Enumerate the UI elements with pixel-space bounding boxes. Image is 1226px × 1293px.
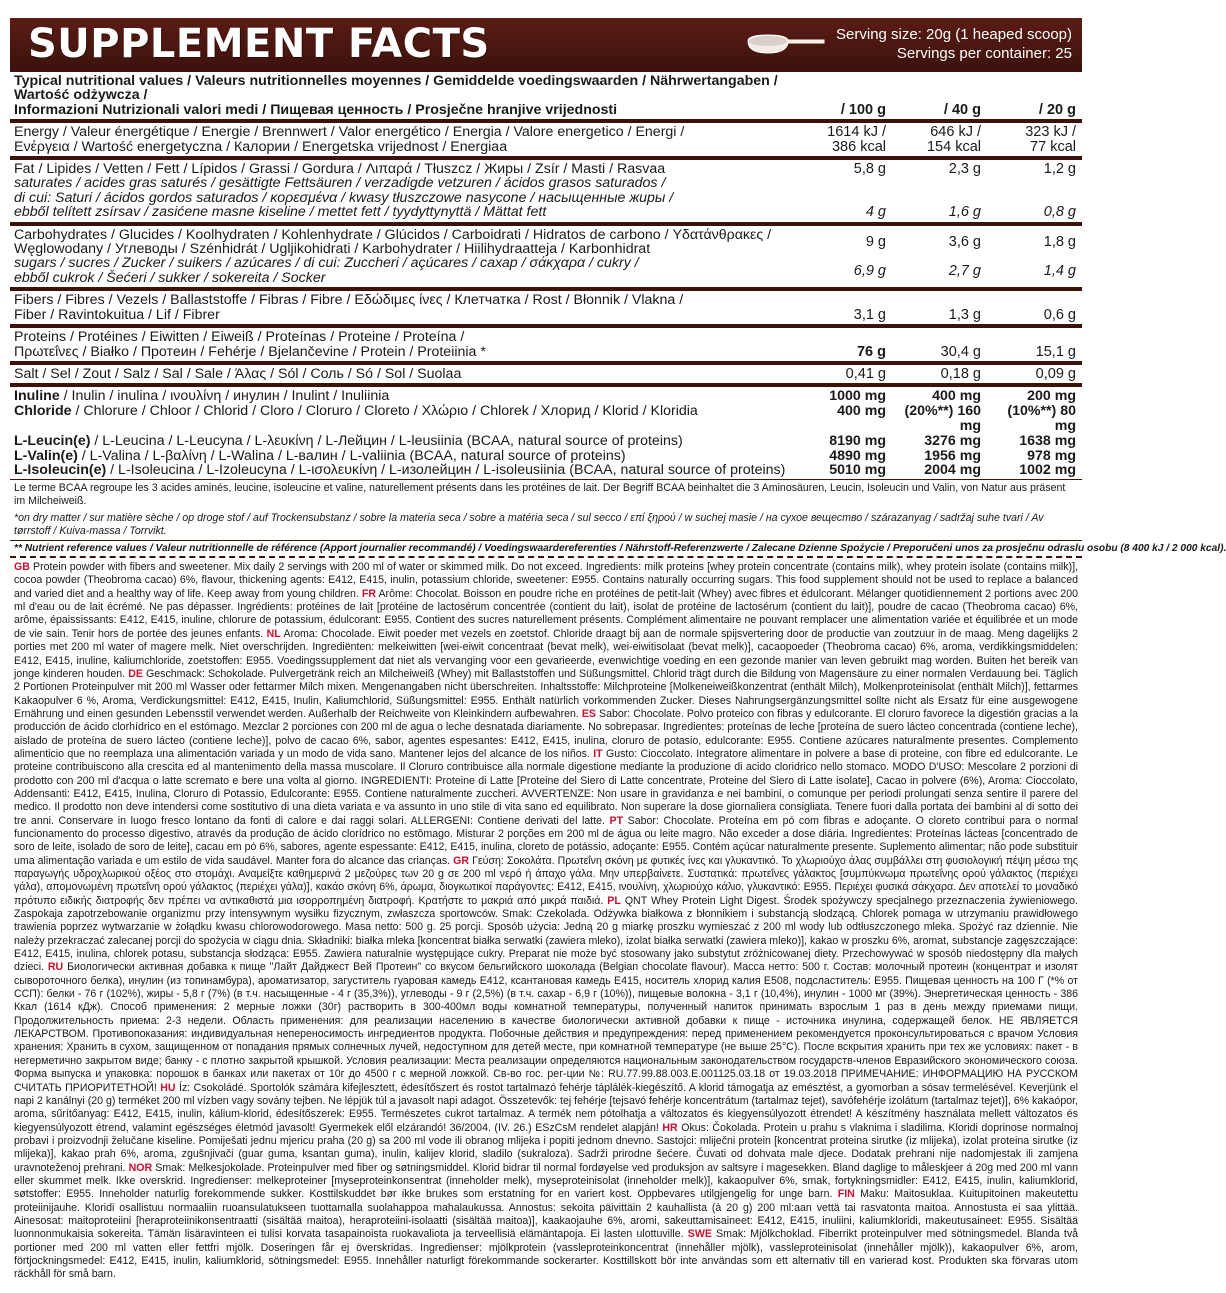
proteins-label: Proteins / Protéines / Eiwitten / Eiweiß / Proteínas / Proteine / Proteína / xyxy=(14,329,465,346)
carbs-40: 3,6 g xyxy=(948,233,981,250)
chloride-20: (10%**) 80 mg xyxy=(1007,403,1076,434)
dry-matter-note: *on dry matter / sur matière sèche / op droge stof / auf Trockensubstanz / sobre la materia seca / sobre a matéria seca / sul secco / επί ξηρού / w suchej masie / на сухое вещество / szárazanyag / sadržaj suhe tvari / Av tørrstoff / Kuiva-massa / Torrvikt. xyxy=(10,510,1082,541)
inuline-rest: / Inulin / inulina / ινουλίνη / инулин / Inulint / Inuliinia xyxy=(59,388,390,405)
lang-text-it: Gusto: Cioccolato. Integratore alimentare in polvere a base di proteine, con fibre ed edulcorante. Le proteine contribuiscono alla crescita ed al mantenimento della massa muscolare. Il Cloruro contribuisce alla normale digestione mediante la produzione di acido cloridrico nello stomaco. MODO D'USO: Mescolare 2 porzioni di prodotto con 200 ml d'acqua o latte scremato e bere una volta al giorno. INGREDIENTI: Proteine di Latte [Proteine del Siero di Latte concentrate, Proteine del Siero di Latte isolate], Cacao in polvere (6%), Aroma: Cioccolato, Addensanti: E412, E415, Inulina, Cloruro di Potassio, Edulcorante: E955. Contiene naturalmente zuccheri. AVVERTENZE: Non usare in gravidanza e nei bambini, o comunque per periodi prolungati senza sentire il parere del medico. Il prodotto non deve intendersi come sostitutivo di una dieta variata e va assunto in uno stile di vita sano ed equilibrato. Non superare la dose giornaliera consigliata. Tenere fuori dalla portata dei bambini al di sotto dei tre anni. Conservare in luogo fresco lontano da fonti di calore e dai raggi solari. ALLERGENI: Contiene derivati del latte. xyxy=(14,747,1078,827)
lang-text-pl: QNT Whey Protein Light Digest. Środek spożywczy specjalnego przeznaczenia żywieniowego. Zaspokaja zapotrzebowanie organizmu przy intensywnym wysiłku fizycznym, zwłaszcza sportowców. Smak: Czekolada. Odżywka białkowa z błonnikiem i substancją słodzącą. Chlorek pomaga w utrzymaniu prawidłowego trawienia poprzez wytwarzanie w żołądku kwasu chlorowodorowego. Masa netto: 500 g. 25 porcji. Sposób użycia: Jedną 20 g miarkę proszku wymieszać z 200 ml wody lub odtłuszczonego mleka. Spożyć raz dziennie. Nie należy przekraczać zalecanej porcji do spożycia w ciągu dnia. Składniki: białka mleka [koncentrat białka serwatki (zawiera mleko), izolat białka serwatki (zawiera mleko)], kakao w proszku 6%, aromat, substancje zagęszczające: E412, E415, inulina, chlorek potasu, substancja słodząca: E955. Zawiera naturalnie występujące cukry. Preparat nie może być stosowany jako substytut zróżnicowanej diety. Przechowywać w sposób niedostępny dla małych dzieci. xyxy=(14,894,1078,974)
fibers-40: 1,3 g xyxy=(948,306,981,323)
sat-40: 1,6 g xyxy=(948,204,981,221)
proteins-40: 30,4 g xyxy=(940,343,981,360)
salt-row xyxy=(10,365,1082,387)
lang-text-hu: Íz: Csokoládé. Sportolók számára kifejlesztett, édesítőszert és rostot tartalmazó fehérje táplálék-kiegészítő. A klorid támogatja az emésztést, a gyomorban a sósav termelésével. Keverjünk el napi 2 kanálnyi (20 g) terméket 200 ml vízben vagy sovány tejben. Ne lépjük túl a javasolt napi adagot. Összetevők: tej fehérje [tejsavó fehérje koncentrátum (tartalmaz tejet), savófehérje izolátum (tartalmaz tejet)], 6% kakaópor, aroma, sűrítőanyag: E412, E415, inulin, kálium-klorid, édesítőszerek: E955. Természetes cukrot tartalmaz. A termék nem pótolhatja a változatos és kiegyensúlyozott étrendet! A készítmény használata mellett változatos és kiegyensúlyozott étrend, valamint egészséges életmód javasolt! Gyermekek elől elzárandó! 36/2004. (IV. 26.) ESzCsM rendelet alapján! xyxy=(14,1081,1078,1134)
carbs-label-2: Węglowodany / Углеводы / Szénhidrát / Ugljikohidrati / Karbohydrater / Hiilihydraatteja / Karbonhidrat xyxy=(14,241,651,258)
fibers-label: Fibers / Fibres / Vezels / Ballaststoffe / Fibras / Fibre / Εδώδιμες ίνες / Клетчатка / Rost / Błonnik / Vlakna / xyxy=(14,292,684,309)
fibers-row xyxy=(10,291,1082,328)
lang-text-gb: Protein powder with fibers and sweetener. Mix daily 2 servings with 200 ml of water or skimmed milk. Do not exceed. Ingredients: milk proteins [whey protein concentrate (contains milk), whey protein isolate (contains milk)], cocoa powder (Theobroma cacao) 6%, flavour, thickening agents: E412, E415, inulin, potassium chloride, sweetener: E955. Contains naturally occurring sugars. This food supplement should not be used to replace a balanced and varied diet and a healthy way of life. Keep away from young children. xyxy=(14,561,1078,600)
inuline-40: 400 mg xyxy=(932,388,981,405)
lang-code-gr: GR xyxy=(453,854,470,867)
inuline-100: 1000 mg xyxy=(829,388,886,405)
fat-label: Fat / Lipides / Vetten / Fett / Lípidos / Grassi / Gordura / Λιπαρά / Tłuszcz / Жиры / Zsír / Masti / Rasvaa xyxy=(14,161,666,178)
scoop-icon xyxy=(746,31,826,57)
salt-20: 0,09 g xyxy=(1035,365,1076,382)
carbohydrates-row xyxy=(10,226,1082,292)
lang-code-fr: FR xyxy=(361,587,376,600)
lang-code-swe: SWE xyxy=(687,1228,712,1241)
lang-text-ru: Биологически активная добавка к пище "Лайт Дайджест Вей Протеин" со вкусом бельгийского шоколада (Belgian chocolate flavour). Масса нетто: 500 г. Состав: молочный протеин (концентрат и изолят сывороточного белка), инулин (из топинамбура), ароматизатор, загуститель гуаровая камедь E412, ксантановая камедь E415, носитель хлорид калия E508, подсластитель: E955. Пищевая ценность на 100 Г (*% от ССП): белки - 76 г (102%), жиры - 5,8 г (7%) (в т.ч. насыщенные - 4 г (35,3%)), углеводы - 9 г (2,5%) (в т.ч. сахар - 6,9 г (10%)), пищевые волокна - 3,1 г (10,4%), инулин - 1000 мг (39%). Энергетическая ценность - 386 Ккал (1614 кДж). Способ применения: 2 мерные ложки (30г) растворить в 300-400мл воды комнатной температуры, полученный напиток принимать взрослым 1 раз в день между приемами пищи. Продолжительность приема: 2-3 недели. Область применения: для реализации населению в качестве биологически активной добавки к пище - источника инулина, содержащей белок. НЕ ЯВЛЯЕТСЯ ЛЕКАРСТВОМ. Противопоказания: индивидуальная непереносимость ингредиентов продукта. Побочные действия и предупреждения: перед применением рекомендуется проконсультироваться с врачом Условия хранения: Хранить в сухом, защищенном от попадания прямых солнечных лучей, недоступном для детей месте, при комнатной температуре (не выше 25°С). После вскрытия хранить при тех же условиях: пакет - в негерметично закрытом виде; банку - с плотно закрытой крышкой. Условия реализации: Места реализации определяются национальным законодательством государств-членов Евразийского экономического союза. Форма выпуска и упаковка: порошок в банках или пакетах от 10г до 4500 г с мерной ложкой. Св-во гос. рег-ции №: RU.77.99.88.003.E.001125.03.18 от 19.03.2018 ПРИМЕЧАНИЕ: ИНФОРМАЦИЮ НА РУССКОМ СЧИТАТЬ ПРИОРИТЕТНОЙ! xyxy=(14,961,1078,1094)
lang-code-hr: HR xyxy=(662,1121,678,1134)
salt-100: 0,41 g xyxy=(845,365,886,382)
chloride-name: Chloride xyxy=(14,403,72,420)
isoleucine-rest: / L-Isoleucina / L-Izoleucyna / L-ισολευκίνη / L-изолейцин / L-isoleusiinia (BCAA, natural source of proteins) xyxy=(106,462,786,479)
isoleucine-row xyxy=(10,463,1082,478)
lang-text-pt: Sabor: Chocolate. Proteína em pó com fibras e adoçante. O cloreto contribui para o normal funcionamento do processo digestivo, através da produção de ácido clorídrico no estômago. Misturar 2 porções em 200 ml de água ou leite magro. Não exceder a dose diária. Ingredientes: Proteínas lácteas [concentrado de soro de leite, isolado de soro de leite], cacau em pó 6%, sabores, agente espessante: E412, E415, inulina, cloreto de potássio, adoçante: E955. Contém açúcar naturalmente presente. Suplemento alimentar; não pode substituir uma alimentação variada e um estilo de vida saudável. Manter fora do alcance das crianças. xyxy=(14,814,1078,867)
lang-code-nor: NOR xyxy=(128,1161,153,1174)
serving-info xyxy=(746,25,1082,63)
table-header-row xyxy=(10,72,1082,123)
fibers-20: 0,6 g xyxy=(1043,306,1076,323)
sat-20: 0,8 g xyxy=(1043,204,1076,221)
lang-text-hr: Okus: Čokolada. Protein u prahu s vlaknima i sladilima. Kloridi doprinose normalnoj probavi i proizvodnji želučane kiseline. Pomiješati jednu mjericu praha (20 g) sa 200 ml vode ili obranog mlijeka i popiti jednom dnevno. Sastojci: mliječni protein [koncentrat proteina sirutke (iz mlijeka), izolat proteina sirutke (iz mlijeka)], kakao prah 6%, aroma, zgušnjivači (guar guma, ksantan guma), inulin, kalijev klorid, sladilo (sukraloza). Sadrži prirodne šećere. Čuvati od dohvata male djece. Dodatak prehrani nije nadomjestak ili zamjena uravnoteženoj prehrani. xyxy=(14,1121,1078,1174)
sugars-20: 1,4 g xyxy=(1043,262,1076,279)
inuline-name: Inuline xyxy=(14,388,60,405)
proteins-label-2: Πρωτεΐνες / Białko / Протеин / Fehérje / Bjelančevine / Protein / Proteiinia * xyxy=(14,343,486,360)
lang-text-fin: Maku: Maitosuklaa. Kuitupitoinen makeutettu proteiinijauhe. Kloridi osallistuu normaaliin ruoansulatukseen tuottamalla suolahappoa mahalaukussa. Annostus: sekoita päivittäin 2 kauhallista (à 20 g) 200 ml:aan vettä tai rasvatonta maitoa. Annostusta ei saa ylittää. Ainesosat: maitoproteiini [heraproteiinikonsentraatti (sisältää maitoa), heraproteiini-isolaatti (sisältää maitoa)], kaakaojauhe 6%, aromi, sakeuttamisaineet: E412, E415, inuliini, kaliumkloridi, makeutusaineet: E955. Sisältää luonnonmukaisia sokereita. Tämän lisäravinteen ei tulisi korvata tasapainoista ruokavaliota ja terveellisiä elämäntapoja. Ei lasten ulottuville. xyxy=(14,1188,1078,1241)
minerals-block xyxy=(10,387,1082,480)
lang-code-gb: GB xyxy=(14,561,30,574)
energy-label: Energy / Valeur énergétique / Energie / Brennwert / Valor energético / Energia / Valore energetico / Energi / xyxy=(14,124,685,141)
chloride-100: 400 mg xyxy=(837,403,886,420)
header-bar xyxy=(10,18,1082,70)
lang-code-es: ES xyxy=(581,707,596,720)
inuline-row xyxy=(10,389,1082,404)
supplement-facts-label xyxy=(10,18,1226,1293)
chloride-rest: / Chlorure / Chloor / Chlorid / Cloro / Cloruro / Cloreto / Χλώριο / Chlorek / Хлорид / Klorid / Kloridia xyxy=(71,403,698,420)
servings-per-container: Servings per container: 25 xyxy=(896,45,1072,62)
col-40g: / 40 g xyxy=(943,101,981,118)
energy-row xyxy=(10,123,1082,160)
header-line-2: Informazioni Nutrizionali valori medi / Пищевая ценность / Prosječne hranjive vrijednosti xyxy=(14,101,618,118)
lang-code-nl: NL xyxy=(266,627,281,640)
isoleucine-100: 5010 mg xyxy=(829,462,886,479)
leucine-rest: / L-Leucina / L-Leucyna / L-λευκίνη / L-Лейцин / L-leusiinia (BCAA, natural source of proteins) xyxy=(90,432,683,449)
lang-code-it: IT xyxy=(593,747,603,760)
fibers-100: 3,1 g xyxy=(853,306,886,323)
energy-label-2: Ενέργεια / Wartość energetyczna / Калории / Energetska vrijednost / Energiaa xyxy=(14,138,508,155)
lang-text-swe: Smak: Mjölkchoklad. Fiberrikt proteinpulver med sötningsmedel. Blanda två portioner med 200 ml vatten eller fettfri mjölk. Doseringen får ej överskridas. Ingredienser: mjölkprotein (vassleproteinkoncentrat (innehåller mjölk), vassleproteinisolat (innehåller mjölk)), kakaopulver 6%, arom, förtjockningsmedel: E412, E415, inulin, kaliumklorid, sötningsmedel: E955. Innehåller naturligt förekommande sockerarter. Kosttillskott bör inte användas som ett alternativ till en varierad kost. Produkten ska förvaras utom räckhåll för små barn. xyxy=(14,1228,1079,1281)
proteins-20: 15,1 g xyxy=(1035,343,1076,360)
sugars-40: 2,7 g xyxy=(948,262,981,279)
energy-kcal-40: 154 kcal xyxy=(926,138,981,155)
isoleucine-20: 1002 mg xyxy=(1019,462,1076,479)
fat-row xyxy=(10,160,1082,226)
sat-100: 4 g xyxy=(865,204,886,221)
lang-code-pt: PT xyxy=(609,814,624,827)
valine-name: L-Valin(e) xyxy=(14,447,78,464)
lang-text-gr: Γεύση: Σοκολάτα. Πρωτεΐνη σκόνη με φυτικές ίνες και γλυκαντικό. Το χλωριούχο άλας συμβάλλει στη φυσιολογική πέψη μέσω της παραγωγής υδροχλωρικού οξέος στο στομάχι. Αναμείξτε καθημερινά 2 μεζούρες των 20 g σε 200 ml νερό ή άπαχο γάλα. Μην υπερβαίνετε. Συστατικά: πρωτεΐνες γάλακτος [συμπύκνωμα πρωτεΐνης ορού γάλακτος (περιέχει γάλα), απομονωμένη πρωτεΐνη ορού γάλακτος (περιέχει γάλα)], κακάο σκόνη 6%, άρωμα, διογκωτικοί παράγοντες: E412, E415, ινουλίνη, χλωριούχο κάλιο, γλυκαντικό: E955. Περιέχει φυσικά σάκχαρα. Δεν αποτελεί το μοναδικό πρότυπο ειδικής διατροφής δεν πρέπει να αντικαθιστά μια ισορροπημένη διατροφή. Κρατήστε το μακριά από μικρά παιδιά. xyxy=(14,854,1079,907)
valine-20: 978 mg xyxy=(1027,447,1076,464)
serving-size: Serving size: 20g (1 heaped scoop) xyxy=(836,26,1072,43)
lang-text-de: Geschmack: Schokolade. Pulvergetränk reich an Milcheiweiß (Whey) mit Ballaststoffen und Süßungsmittel. Chlorid trägt durch die Bildung von Magensäure zu einer normalen Verdauung bei. Täglich 2 Portionen Proteinpulver mit 200 ml Wasser oder fettarmer Milch mixen. Mengenangaben nicht überschreiten. Inhaltsstoffe: Milchproteine [Molkeneiweißkonzentrat (enthält Milch), Molkenproteinisolat (enthält Milch)], fettarmes Kakaopulver 6 %, Aroma, Verdickungsmittel: E412, E415, Inulin, Kaliumchlorid, Süßungsmittel: E955. Enthält natürlich vorkommenden Zucker. Dieses Nahrungsergänzungsmittel sollte nicht als Ersatz für eine ausgewogene Ernährung und einen gesunden Lebensstil verwendet werden. Außerhalb der Reichweite von Kleinkindern aufbewahren. xyxy=(14,667,1078,720)
lang-code-de: DE xyxy=(128,667,143,680)
isoleucine-name: L-Isoleucin(e) xyxy=(14,462,107,479)
leucine-row xyxy=(10,434,1082,449)
sugars-100: 6,9 g xyxy=(853,262,886,279)
multilingual-ingredients-text xyxy=(10,558,1082,1293)
carbs-100: 9 g xyxy=(865,233,886,250)
sugars-label-1: sugars / sucres / Zucker / suikers / azúcares / di cui: Zuccheri / açúcares / сахар / σάκχαρα / cukry / xyxy=(14,255,639,272)
saturates-label-2: di cui: Saturi / ácidos gordos saturados / κορεσμένα / kwasy tłuszczowe nasycone / насыщенные жиры / xyxy=(14,189,674,206)
valine-rest: / L-Valina / L-βαλίνη / L-Walina / L-валин / L-valiinia (BCAA, natural source of proteins) xyxy=(77,447,626,464)
energy-kj-20: 323 kJ / xyxy=(1025,124,1076,141)
bcaa-note: Le terme BCAA regroupe les 3 acides aminés, leucine, isoleucine et valine, naturellement présents dans les protéines de lait. Der Begriff BCAA beinhaltet die 3 Aminosäuren, Leucin, Isoleucin und Valin, von Natur aus präsent im Milcheiweiß. xyxy=(14,482,1066,508)
leucine-name: L-Leucin(e) xyxy=(14,432,91,449)
leucine-20: 1638 mg xyxy=(1019,432,1076,449)
energy-kj-100: 1614 kJ / xyxy=(827,124,886,141)
saturates-label-1: saturates / acides gras saturés / gesättigte Fettsäuren / verzadigde vetzuren / ácidos grasos saturados / xyxy=(14,175,666,192)
valine-100: 4890 mg xyxy=(829,447,886,464)
col-20g: / 20 g xyxy=(1038,101,1076,118)
valine-40: 1956 mg xyxy=(924,447,981,464)
nutrition-table xyxy=(10,70,1226,558)
lang-text-fr: Arôme: Chocolat. Boisson en poudre riche en protéines de petit-lait (Whey) avec fibres et édulcorant. Mélanger quotidiennement 2 portions avec 200 ml d'eau ou de lait écrémé. Ne pas dépasser. Ingrédients: protéines de lait [protéine de lactosérum concentrée (contient du lait), isolat de protéine de lactosérum (contient du lait)], poudre de cacao (Theobroma cacao) 6%, arôme, épaississants: E412, E415, inuline, chlorure de potassium, édulcorant: E955. Contient des sucres naturellement présents. Complément alimentaire ne pouvant remplacer une alimentation variée et équilibrée et un mode de vie sain. Tenir hors de portée des jeunes enfants. xyxy=(14,587,1078,640)
reference-values-note: ** Nutrient reference values / Valeur nutritionnelle de référence (Apport journalier recommandé) / Voedingswaardereferenties / Nährstoff-Referenzwerte / Zalecane Dzienne Spożycie / Preporučeni unos za prosječnu odraslu osobu (8 400 kJ / 2 000 kcal). xyxy=(10,541,1082,558)
col-100g: / 100 g xyxy=(840,101,886,118)
lang-code-hu: HU xyxy=(160,1081,176,1094)
fat-20: 1,2 g xyxy=(1043,161,1076,178)
lang-text-es: Sabor: Chocolate. Polvo proteico con fibras y edulcorante. El cloruro favorece la digestión gracias a la producción de ácido clorhídrico en el estómago. Mezclar 2 porciones con 200 ml de agua o leche desnatada diariamente. No sobrepasar. Ingredientes: proteínas de leche [proteína de suero lácteo concentrada (contiene leche), aislado de proteína de suero lácteo (contiene leche)], polvo de cacao 6%, sabor, agentes espesantes: E412, E415, inulina, cloruro de potasio, edulcorante: E955. Contiene azúcares naturalmente presentes. Complemento alimenticio que no reemplaza una alimentación variada y un modo de vida sano. Mantener lejos del alcance de los niños. xyxy=(14,707,1078,760)
lang-code-pl: PL xyxy=(607,894,621,907)
label-title: SUPPLEMENT FACTS xyxy=(28,21,490,67)
energy-kcal-20: 77 kcal xyxy=(1030,138,1076,155)
chloride-row xyxy=(10,404,1082,434)
valine-row xyxy=(10,449,1082,464)
fibers-label-2: Fiber / Ravintokuitua / Lif / Fibrer xyxy=(14,306,220,323)
carbs-20: 1,8 g xyxy=(1043,233,1076,250)
salt-40: 0,18 g xyxy=(940,365,981,382)
saturates-label-3: ebből telített zsírsav / zasićene masne kiseline / mettet fett / tyydyttynyttä / Mättat fett xyxy=(14,204,547,221)
chloride-40: (20%**) 160 mg xyxy=(904,403,981,434)
isoleucine-40: 2004 mg xyxy=(924,462,981,479)
sugars-label-2: ebből cukrok / Šećeri / sukker / sokereita / Socker xyxy=(14,269,326,286)
lang-text-nor: Smak: Melkesjokolade. Proteinpulver med fiber og søtningsmiddel. Klorid bidrar til normal fordøyelse ved produksjon av saltsyre i magesekken. Bland daglige to måleskjeer á 20g med 200 ml vann eller skummet melk. Ikke overskrid. Ingredienser: melkeproteiner [myseproteinkonsentrat (inneholder melk), myseproteinisolat (inneholder melk)], kakaopulver 6%, smak, fortykningsmidler: E412, E415, inulin, kaliumklorid, søtstoffer: E955. Inneholder naturlig forekommende sukker. Kosttilskuddet bør ikke brukes som erstatning for en variert kost. Oppbevares utilgjengelig for unge barn. xyxy=(14,1161,1078,1201)
energy-kcal-100: 386 kcal xyxy=(831,138,886,155)
fat-100: 5,8 g xyxy=(853,161,886,178)
carbs-label: Carbohydrates / Glucides / Koolhydraten / Kohlenhydrate / Glúcidos / Carboidrati / Hidratos de carbono / Υδατάνθρακες / xyxy=(14,226,772,243)
energy-kj-40: 646 kJ / xyxy=(930,124,981,141)
inuline-20: 200 mg xyxy=(1027,388,1076,405)
proteins-100: 76 g xyxy=(856,343,886,360)
header-line-1: Typical nutritional values / Valeurs nutritionnelles moyennes / Gemiddelde voedingswaarden / Nährwertangaben / Wartość odżywcza / xyxy=(14,73,778,104)
lang-text-nl: Aroma: Chocolade. Eiwit poeder met vezels en zoetstof. Chloride draagt bij aan de normale spijsvertering door de productie van zoutzuur in de maag. Meng dagelijks 2 porties met 200 ml water of magere melk. Niet overschrijden. Ingrediënten: melkeiwitten [wei-eiwit concentraat (bevat melk), wei-eiwitisolaat (bevat melk)], cacaopoeder (Theobroma cacao) 6%, aroma, verdikkingsmiddelen: E412, E415, inuline, kaliumchloride, zoetstoffen: E955. Voedingssupplement dat niet als vervanging voor een gevarieerde, evenwichtige voeding en een gezonde manier van leven gebruikt mag worden. Buiten het bereik van jonge kinderen houden. xyxy=(14,627,1078,680)
proteins-row xyxy=(10,328,1082,365)
leucine-40: 3276 mg xyxy=(924,432,981,449)
lang-code-fin: FIN xyxy=(837,1188,855,1201)
leucine-100: 8190 mg xyxy=(829,432,886,449)
salt-label: Salt / Sel / Zout / Salz / Sal / Sale / Άλας / Sól / Соль / Só / Sol / Suolaa xyxy=(14,365,462,382)
lang-code-ru: RU xyxy=(47,961,64,974)
fat-40: 2,3 g xyxy=(948,161,981,178)
